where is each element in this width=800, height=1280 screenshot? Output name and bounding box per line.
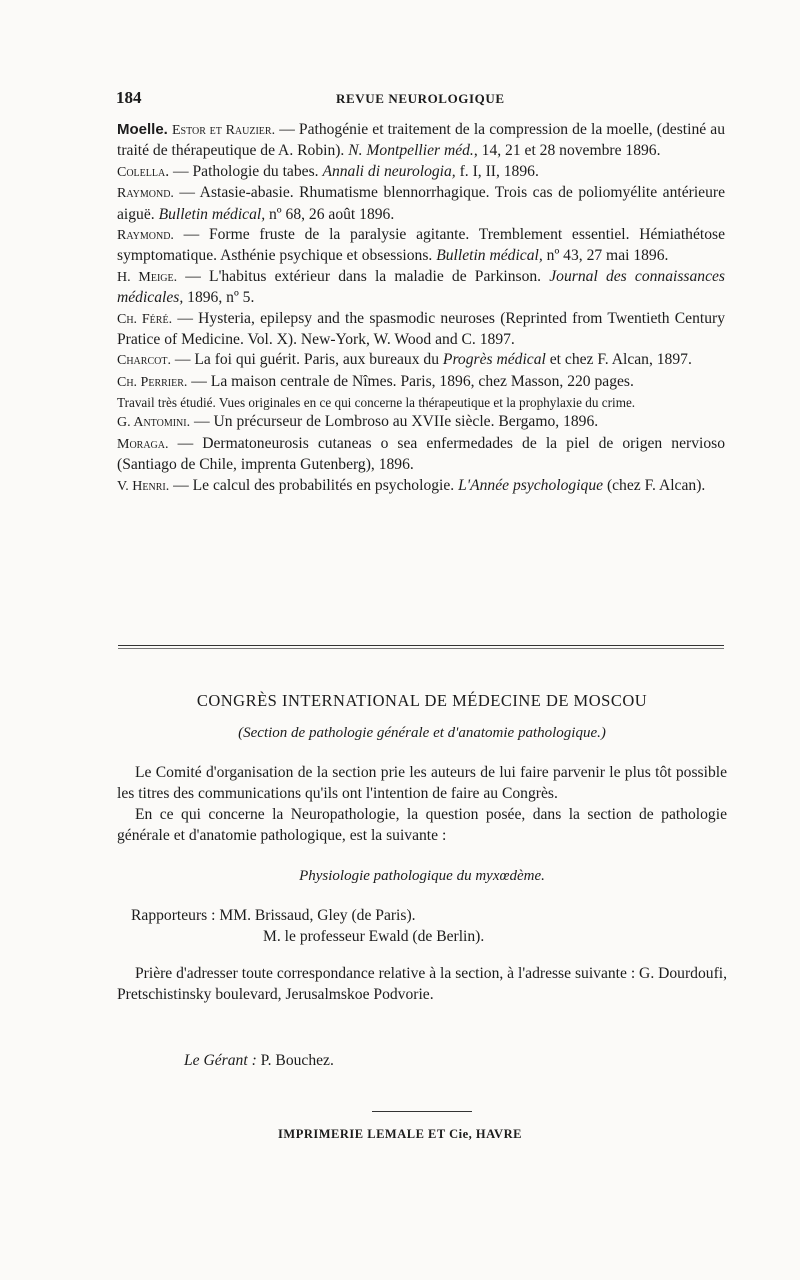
rapporteurs-line: Rapporteurs : MM. Brissaud, Gley (de Paris). <box>131 907 416 924</box>
bib-entry: Colella. — Pathologie du tabes. Annali di neurologia, f. I, II, 1896. <box>117 162 539 180</box>
printer-imprint: IMPRIMERIE LEMALE ET Cie, HAVRE <box>278 1127 522 1141</box>
bib-entry: Raymond. — Astasie-abasie. Rhumatisme blennorrhagique. Trois cas de poliomyélite antérieure aiguë. Bulletin médical, nº 68, 26 août 1896. <box>117 184 725 223</box>
congress-title: CONGRÈS INTERNATIONAL DE MÉDECINE DE MOSCOU <box>196 691 648 710</box>
section-label: Moelle. <box>117 121 168 138</box>
page-number: 184 <box>116 88 142 107</box>
bib-entry: Raymond. — Forme fruste de la paralysie agitante. Tremblement essentiel. Hémiathétose symptomatique. Asthénie psychique et obsessions. Bulletin médical, nº 43, 27 mai 1896. <box>117 226 725 265</box>
bib-entry: Ch. Féré. — Hysteria, epilepsy and the spasmodic neuroses (Reprinted from Twentieth Century Pratice of Medicine. Vol. X). New-York, W. Wood and C. 1897. <box>117 309 725 349</box>
congress-paragraph: Le Comité d'organisation de la section prie les auteurs de lui faire parvenir le plus tôt possible les titres des communications qu'ils ont l'intention de faire au Congrès. <box>117 764 727 802</box>
bib-entry: V. Henri. — Le calcul des probabilités en psychologie. L'Année psychologique (chez F. Alcan). <box>117 476 706 494</box>
bib-entry: H. Meige. — L'habitus extérieur dans la maladie de Parkinson. Journal des connaissances médicales, 1896, nº 5. <box>117 267 725 307</box>
review-note: Travail très étudié. Vues originales en ce qui concerne la thérapeutique et la prophylaxie du crime. <box>117 395 636 411</box>
congress-paragraph: En ce qui concerne la Neuropathologie, la question posée, dans la section de pathologie générale et d'anatomie pathologique, est la suivante : <box>117 806 727 844</box>
section-divider <box>118 645 724 646</box>
bibliography-section <box>117 120 725 497</box>
bib-entry: Ch. Perrier. — La maison centrale de Nîmes. Paris, 1896, chez Masson, 220 pages. <box>117 372 634 390</box>
congress-theme: Physiologie pathologique du myxœdème. <box>299 868 545 884</box>
journal-title: REVUE NEUROLOGIQUE <box>336 91 505 106</box>
bib-entry: G. Antomini. — Un précurseur de Lombroso au XVIIe siècle. Bergamo, 1896. <box>117 413 599 431</box>
congress-subtitle: (Section de pathologie générale et d'anatomie pathologique.) <box>238 725 606 741</box>
bib-entry: Moelle. Estor et Rauzier. — Pathogénie et traitement de la compression de la moelle, (destiné au traité de thérapeutique de A. Robin). N. Montpellier méd., 14, 21 et 28 novembre 1896. <box>117 121 725 160</box>
congress-notice <box>117 690 727 1005</box>
page-header <box>116 88 726 112</box>
gerant-line <box>184 1052 334 1070</box>
section-divider-thin <box>118 648 724 649</box>
congress-paragraph: Prière d'adresser toute correspondance relative à la section, à l'adresse suivante : G. Dourdoufi, Pretschistinsky boulevard, Jerusalmskoe Podvorie. <box>117 965 727 1003</box>
bib-entry: Moraga. — Dermatoneurosis cutaneas o sea enfermedades de la piel de origen nervioso (Santiago de Chile, imprenta Gutenberg), 1896. <box>117 434 725 474</box>
bib-entry: Charcot. — La foi qui guérit. Paris, aux bureaux du Progrès médical et chez F. Alcan, 1897. <box>117 351 692 369</box>
rapporteurs-line: M. le professeur Ewald (de Berlin). <box>263 928 485 945</box>
gerant-label: Le Gérant : <box>184 1052 257 1069</box>
gerant-name: P. Bouchez. <box>260 1052 334 1069</box>
footer-rule <box>372 1111 472 1112</box>
